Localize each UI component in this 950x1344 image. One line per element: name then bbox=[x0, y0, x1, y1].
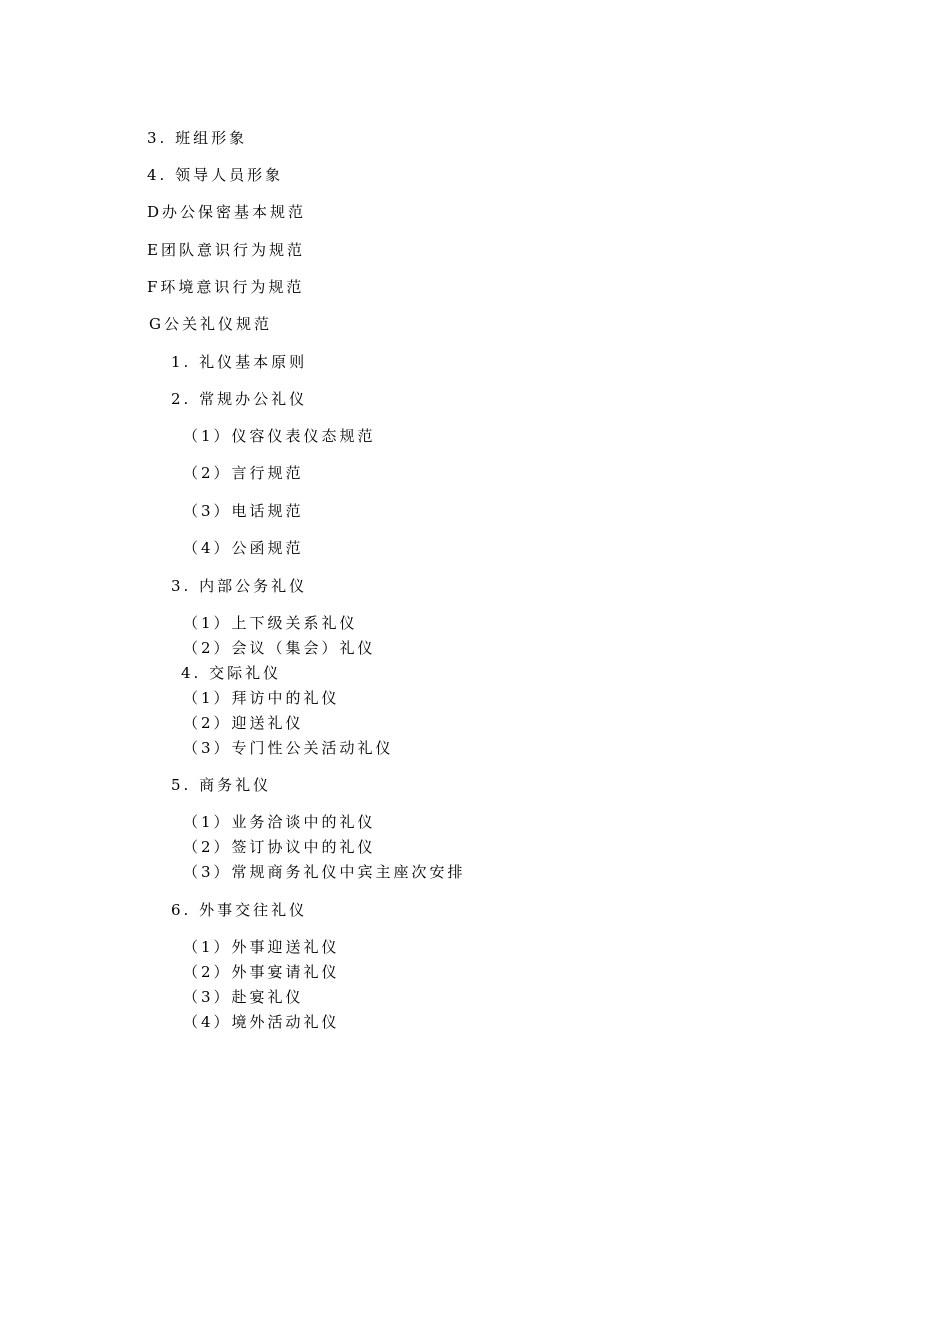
outline-item-business-etiquette: 5. 商务礼仪 bbox=[171, 776, 272, 794]
sub-item-foreign-greeting: （1）外事迎送礼仪 bbox=[183, 938, 340, 956]
sub-item-negotiation: （1）业务洽谈中的礼仪 bbox=[183, 813, 376, 831]
sub-item-greeting: （2）迎送礼仪 bbox=[183, 714, 304, 732]
outline-item-social-etiquette: 4. 交际礼仪 bbox=[181, 664, 282, 682]
sub-item-foreign-banquet: （2）外事宴请礼仪 bbox=[183, 963, 340, 981]
sub-item-letters: （4）公函规范 bbox=[183, 539, 304, 557]
sub-item-meeting: （2）会议（集会）礼仪 bbox=[183, 639, 376, 657]
sub-item-appearance: （1）仪容仪表仪态规范 bbox=[183, 427, 376, 445]
sub-item-phone: （3）电话规范 bbox=[183, 502, 304, 520]
outline-item-team-image: 3. 班组形象 bbox=[147, 129, 248, 147]
sub-item-pr-activities: （3）专门性公关活动礼仪 bbox=[183, 739, 394, 757]
outline-item-internal-etiquette: 3. 内部公务礼仪 bbox=[171, 577, 308, 595]
sub-item-attending-banquet: （3）赴宴礼仪 bbox=[183, 988, 304, 1006]
sub-item-overseas-activities: （4）境外活动礼仪 bbox=[183, 1013, 340, 1031]
sub-item-agreement: （2）签订协议中的礼仪 bbox=[183, 838, 376, 856]
outline-item-basic-principles: 1. 礼仪基本原则 bbox=[171, 353, 308, 371]
section-heading-g: G公关礼仪规范 bbox=[149, 315, 272, 333]
sub-item-visiting: （1）拜访中的礼仪 bbox=[183, 689, 340, 707]
section-heading-f: F环境意识行为规范 bbox=[147, 278, 305, 296]
sub-item-speech: （2）言行规范 bbox=[183, 464, 304, 482]
outline-item-foreign-affairs: 6. 外事交往礼仪 bbox=[171, 901, 308, 919]
sub-item-seating: （3）常规商务礼仪中宾主座次安排 bbox=[183, 863, 466, 881]
outline-item-office-etiquette: 2. 常规办公礼仪 bbox=[171, 390, 308, 408]
section-heading-e: E团队意识行为规范 bbox=[147, 241, 305, 259]
outline-item-leader-image: 4. 领导人员形象 bbox=[147, 166, 284, 184]
sub-item-superior-subordinate: （1）上下级关系礼仪 bbox=[183, 614, 358, 632]
section-heading-d: D办公保密基本规范 bbox=[147, 203, 307, 221]
